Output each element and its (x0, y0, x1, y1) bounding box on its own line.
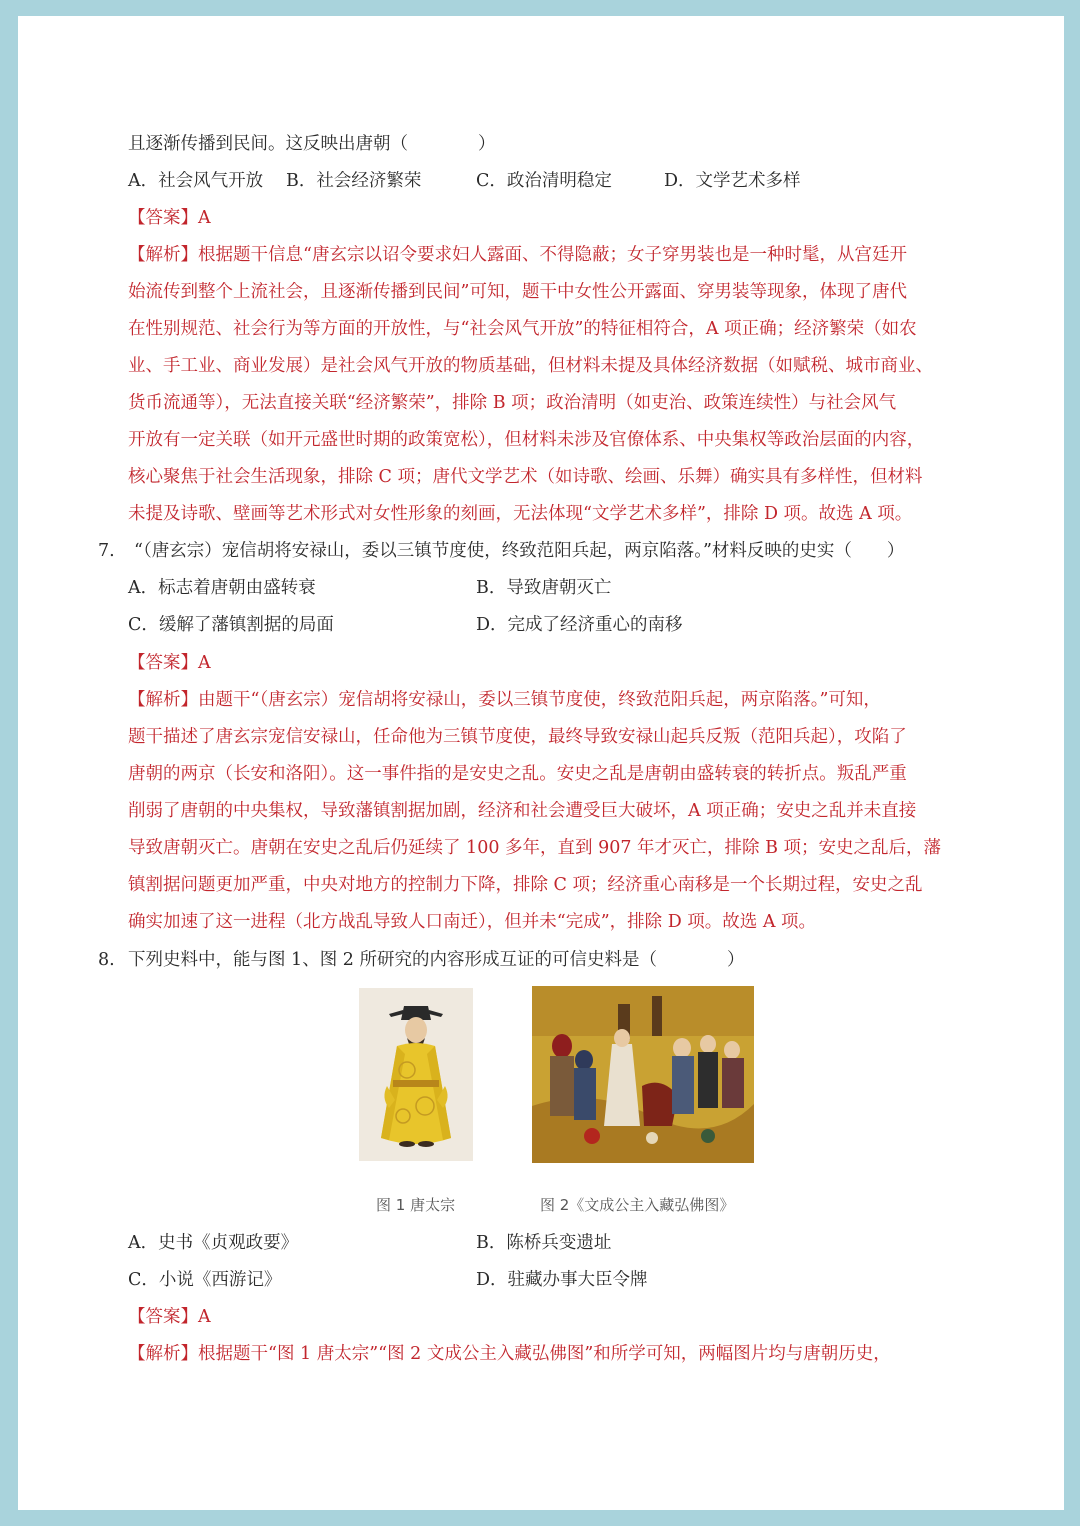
q7-option-d: D．完成了经济重心的南移 (476, 615, 683, 635)
q7-options-row-1 (128, 576, 1008, 602)
q7-stem-row (98, 539, 1008, 565)
q6-option-b: B．社会经济繁荣 (286, 171, 422, 191)
q7-analysis-line: 确实加速了这一进程（北方战乱导致人口南迁），但并未“完成”，排除 D 项。故选 A 项。 (128, 912, 817, 932)
q8-stem: 下列史料中，能与图 1、图 2 所研究的内容形成互证的可信史料是（ ） (128, 950, 745, 970)
exam-page (18, 16, 1064, 1510)
q6-option-c: C．政治清明稳定 (476, 171, 612, 191)
q7-option-b: B．导致唐朝灭亡 (476, 578, 612, 598)
q6-options (128, 169, 1008, 195)
q8-analysis-line: 【解析】根据题干“图 1 唐太宗”“图 2 文成公主入藏弘佛图”和所学可知，两幅图片均与唐朝历史， (128, 1344, 891, 1364)
wencheng-painting-illustration (532, 986, 754, 1163)
emperor-portrait-illustration (359, 988, 473, 1161)
q6-analysis-line: 【解析】根据题干信息“唐玄宗以诏令要求妇人露面、不得隐蔽；女子穿男装也是一种时髦，从宫廷开 (128, 245, 907, 265)
q8-options-row-1 (128, 1231, 1008, 1257)
q6-analysis-line: 核心聚焦于社会生活现象，排除 C 项；唐代文学艺术（如诗歌、绘画、乐舞）确实具有多样性，但材料 (128, 467, 923, 487)
q6-analysis-line: 始流传到整个上流社会，且逐渐传播到民间”可知，题干中女性公开露面、穿男装等现象，体现了唐代 (128, 282, 907, 302)
q7-analysis-line: 镇割据问题更加严重，中央对地方的控制力下降，排除 C 项；经济重心南移是一个长期过程，安史之乱 (128, 875, 923, 895)
q8-number: 8. (98, 950, 115, 970)
q6-option-a: A．社会风气开放 (128, 171, 264, 191)
q6-stem-tail: 且逐渐传播到民间。这反映出唐朝（ ） (128, 134, 496, 154)
q6-answer: 【答案】A (128, 208, 211, 228)
q8-options-row-2 (128, 1268, 1008, 1294)
q6-analysis-line: 在性别规范、社会行为等方面的开放性，与“社会风气开放”的特征相符合，A 项正确；经济繁荣（如农 (128, 319, 917, 339)
q8-option-a: A．史书《贞观政要》 (128, 1233, 299, 1253)
q7-option-a: A．标志着唐朝由盛转衰 (128, 578, 316, 598)
q7-number: 7. (98, 541, 115, 561)
q6-analysis-line: 货币流通等），无法直接关联“经济繁荣”，排除 B 项；政治清明（如吏治、政策连续性）与社会风气 (128, 393, 897, 413)
figure-2-caption: 图 2《文成公主入藏弘佛图》 (540, 1196, 735, 1214)
q7-analysis-line: 削弱了唐朝的中央集权，导致藩镇割据加剧，经济和社会遭受巨大破坏，A 项正确；安史之乱并未直接 (128, 801, 917, 821)
q7-stem: “（唐玄宗）宠信胡将安禄山，委以三镇节度使，终致范阳兵起，两京陷落。”材料反映的史实（ ） (134, 541, 905, 561)
q7-analysis-line: 【解析】由题干“（唐玄宗）宠信胡将安禄山，委以三镇节度使，终致范阳兵起，两京陷落。”可知， (128, 690, 881, 710)
q6-analysis-line: 开放有一定关联（如开元盛世时期的政策宽松），但材料未涉及官僚体系、中央集权等政治层面的内容， (128, 430, 925, 450)
q7-analysis-line: 题干描述了唐玄宗宠信安禄山，任命他为三镇节度使，最终导致安禄山起兵反叛（范阳兵起），攻陷了 (128, 727, 907, 747)
q8-option-b: B．陈桥兵变遗址 (476, 1233, 612, 1253)
figure-2-wencheng-painting-image (532, 986, 754, 1163)
q7-options-row-2 (128, 613, 1008, 639)
q7-option-c: C．缓解了藩镇割据的局面 (128, 615, 334, 635)
q7-analysis-line: 唐朝的两京（长安和洛阳）。这一事件指的是安史之乱。安史之乱是唐朝由盛转衰的转折点。叛乱严重 (128, 764, 907, 784)
q7-answer: 【答案】A (128, 653, 211, 673)
figure-1-tang-taizong-image (359, 988, 473, 1161)
q8-option-c: C．小说《西游记》 (128, 1270, 282, 1290)
q7-analysis-line: 导致唐朝灭亡。唐朝在安史之乱后仍延续了 100 多年，直到 907 年才灭亡，排除 B 项；安史之乱后，藩 (128, 838, 942, 858)
q6-analysis-line: 业、手工业、商业发展）是社会风气开放的物质基础，但材料未提及具体经济数据（如赋税、城市商业、 (128, 356, 933, 376)
q8-stem-row (98, 948, 1008, 974)
q6-option-d: D．文学艺术多样 (664, 171, 801, 191)
figure-1-caption: 图 1 唐太宗 (376, 1196, 456, 1214)
q8-answer: 【答案】A (128, 1307, 211, 1327)
q6-analysis-line: 未提及诗歌、壁画等艺术形式对女性形象的刻画，无法体现“文学艺术多样”，排除 D 项。故选 A 项。 (128, 504, 913, 524)
q8-option-d: D．驻藏办事大臣令牌 (476, 1270, 648, 1290)
